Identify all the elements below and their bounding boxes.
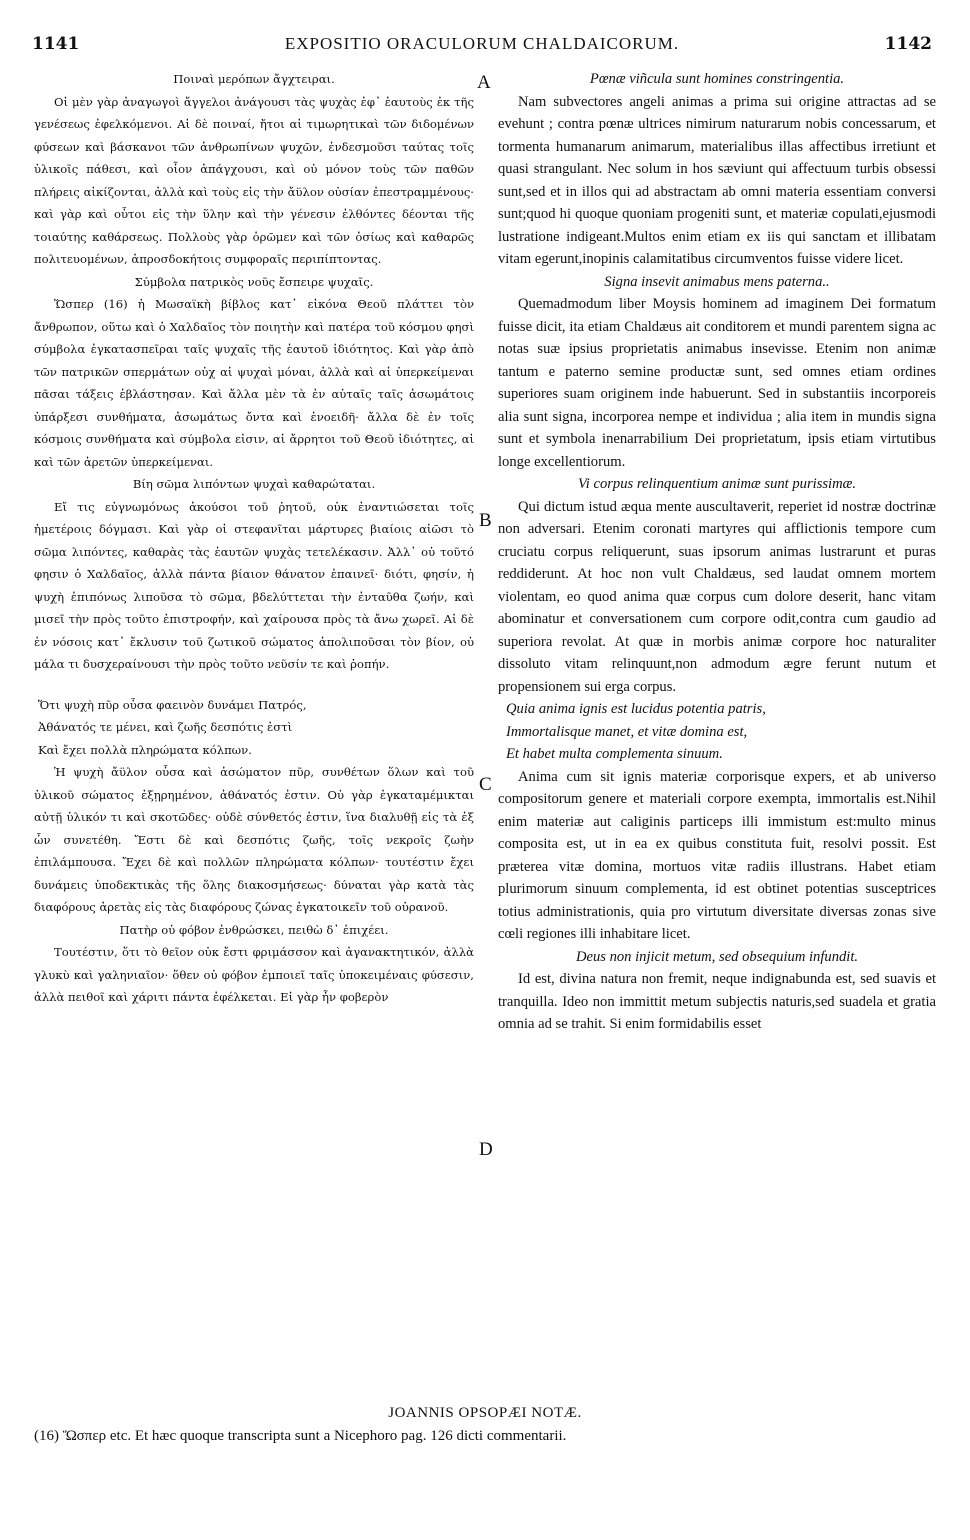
greek-commentary-paragraph: Ὥσπερ (16) ἡ Μωσαϊκὴ βίβλος κατ᾽ εἰκόνα Θεοῦ πλάττει τὸν ἄνθρωπον, οὕτω καὶ ὁ Χαλδαῖος τὸν ποιητὴν καὶ πατέρα τοῦ κόσμου φησὶ σύμβολα ἐγκατασπεῖραι ταῖς ψυχαῖς τῆς ἑαυτοῦ ἰδιότητος. Καὶ γὰρ ἀπὸ τῶν πατρικῶν σπερμάτων οὐχ αἱ ψυχαὶ μόναι, ἀλλὰ καὶ αἱ ὑπερκείμεναι πᾶσαι τάξεις ἐβλάστησαν. Καὶ ἄλλα μὲν τὰ ἐν αὐταῖς ταῖς ἀσωμάτοις ὑπάρξεσι συνθήματα, ἀσωμάτως ὄντα καὶ ἐνοειδῆ· ἄλλα δὲ ἐν τοῖς κόσμοις συνθήματα καὶ σύμβολα εἰσιν, αἱ ἄρρητοι τοῦ Θεοῦ ἰδιότητες, αἱ καὶ τῶν ἀρετῶν ὑπερκείμεναι. [34,297,474,469]
footnote-16: (16) Ὥσπερ etc. Et hæc quoque transcripta sunt a Nicephoro pag. 126 dicti commentarii. [34,1428,567,1444]
greek-commentary-paragraph: Ἡ ψυχὴ ἄϋλον οὖσα καὶ ἀσώματον πῦρ, συνθέτων ὅλων καὶ τοῦ ὑλικοῦ σώματος ἐξῃρημένον, ἀθάνατός ἐστιν. Οὐ γὰρ ἐγκαταμέμικται αὐτῇ ὑλικόν τι καὶ σκοτῶδες· οὐδὲ σύνθετός ἐστιν, ἵνα διαλυθῇ εἰς τὰ ἐξ ὧν συνετέθη. Ἔστι δὲ καὶ δεσπότις ζωῆς, τοῖς νεκροῖς ζωὴν ἐπιλάμπουσα. Ἔχει δὲ καὶ πολλῶν πληρώματα κόλπων· τουτέστιν ἔχει δυνάμεις ὑποδεκτικὰς τῆς ὅλης διακοσμήσεως· δύναται γὰρ κατὰ τὰς διαφόρους ἀρετὰς εἰς τὰς διαφόρους ζώνας ἐγκατοικεῖν τοῦ οὐρανοῦ. [34,765,474,914]
latin-commentary-paragraph: Id est, divina natura non fremit, neque indignabunda est, sed suavis et tranquilla. Ideo non immittit metum subjectis naturis,sed suadela et gratia omnia ad se trahit. Si enim formidabilis esset [498,971,936,1032]
greek-verse-line: Καὶ ἔχει πολλὰ πληρώματα κόλπων. [38,742,252,757]
running-header [32,34,932,58]
latin-commentary-paragraph: Anima cum sit ignis materiæ corporisque expers, et ab universo compositorum genere et materiali corpore exempta, immortalis est.Nihil enim materiæ aut caliginis particeps illi immistum est:multo minus composita est, ut in ea ex quibus constituta fuit, resolvi possit. Est præterea vitæ domina, mortuos vitæ radiis illustrans. Habet etiam plurimorum sinuum complementa, id est obtinet potentias susceptrices totius administrationis, quia pro virtutum diversitate diversas zonas sive cœli regiones illi inhabitare licet. [498,768,936,942]
margin-mark-d: D [479,1139,493,1160]
greek-commentary-paragraph: Εἴ τις εὐγνωμόνως ἀκούσοι τοῦ ῥητοῦ, οὐκ ἐναντιώσεται τοῖς ἡμετέροις δόγμασι. Καὶ γὰρ οἱ στεφανῖται μάρτυρες βιαίοις αἰῶσι τὸ σῶμα λιπόντες, καθαρὰς τὰς ἑαυτῶν ψυχὰς τετελέκασιν. Ἀλλ᾽ οὐ τοῦτό φησιν ὁ Χαλδαῖος, ἀλλὰ πάντα βίαιον θάνατον ἐπαινεῖ· διότι, φησίν, ἡ ψυχὴ ἐπιπόνως λιποῦσα τὸ σῶμα, βδελύττεται τὴν ἐνταῦθα ζωήν, καὶ μισεῖ τὴν πρὸς τοῦτο ἐπιστροφήν, καὶ χαίρουσα πρὸς τὰ ἄνω χωρεῖ. Αἱ δὲ ἐν νόσοις κατ᾽ ἔκλυσιν τοῦ ζωτικοῦ σώματος ἀπολιποῦσαι τὸν βίον, οὐ μάλα τι δυσχεραίνουσι τὴν πρὸς τοῦτο νεῦσίν τε καὶ ῥοπήν. [34,499,474,671]
latin-commentary-paragraph: Qui dictum istud æqua mente auscultaverit, reperiet id nostræ doctrinæ non adversari. Etenim coronati martyres qui afflictionis tempore cum cruciatu corpus reliquerunt, suas ipsorum animas lustrarunt et puras reddiderunt. At hoc non vult Chaldæus, sed laudat omnem mortem violentam, eo quod anima quæ corpus cum dolore deserit, hanc vitam abominatur et conversationem cum corpore odit,contra cum gaudio ad superiora revolat. At quæ in morbis animæ corpore hoc naturaliter dissoluto vitam relinquunt,non admodum ægre ferunt nutum et propensionem sui erga corpus. [498,498,936,695]
latin-commentary-paragraph: Quemadmodum liber Moysis hominem ad imaginem Dei formatum fuisse dicit, ita etiam Chaldæus ait conditorem et mundi parentem signa ac notas suæ ipsius proprietatis animabus insevisse. Etenim non animæ tantum e paterno semine productæ sunt, sed omnes etiam ordines superiores suam originem inde habuerunt. Sed in substantiis incorporeis alia sunt signa, incorporea nempe et individua ; alia item in mundis signa sunt et symbola inenarrabilium Dei proprietatum, ipsis etiam virtutibus longe excellentiorum. [498,296,936,470]
latin-oracle-heading: Deus non injicit metum, sed obsequium infundit. [575,948,859,965]
greek-oracle-heading: Βίη σῶμα λιπόντων ψυχαὶ καθαρώταται. [132,477,376,491]
latin-verse-line: Immortalisque manet, et vitæ domina est, [506,723,748,740]
page-number-left: 1141 [32,34,80,54]
page-number-right: 1142 [884,34,932,54]
greek-oracle-heading: Σύμβολα πατρικὸς νοῦς ἔσπειρε ψυχαῖς. [134,274,374,289]
greek-commentary-paragraph: Οἱ μὲν γὰρ ἀναγωγοὶ ἄγγελοι ἀνάγουσι τὰς ψυχὰς ἐφ᾽ ἑαυτοὺς ἐκ τῆς γενέσεως ἐφελκόμενοι. Αἱ δὲ ποιναί, ἤτοι αἱ τιμωρητικαὶ τῶν διδομένων φύσεων καὶ βάσκανοι τῶν ἀνθρωπίνων ψυχῶν, ἐνδεσμοῦσι ταύτας τοῖς ὑλικοῖς πάθεσι, καὶ οἷον ἀπάγχουσι, καὶ οὐ μόνον τοὺς τῶν παθῶν πλήρεις αἰκίζονται, ἀλλὰ καὶ τοὺς εἰς τὴν ἄϋλον οὐσίαν ἐπεστραμμένους· καὶ γὰρ καὶ οὗτοι εἰς τὴν ὕλην καὶ τὴν γένεσιν ἐλθόντες δέονται τῆς τοιαύτης καθάρσεως. Πολλοὺς γὰρ ὁρῶμεν καὶ τῶν ὁσίως καὶ καθαρῶς πολιτευομένων, ἀπροσδοκήτοις συμφοραῖς περιπίπτοντας. [34,94,474,266]
latin-oracle-heading: Vi corpus relinquentium animæ sunt purissimæ. [577,476,857,492]
greek-verse-line: Ἀθάνατός τε μένει, καὶ ζωῆς δεσπότις ἐστὶ [38,720,293,734]
latin-oracle-heading: Signa insevit animabus mens paterna.. [604,273,830,290]
greek-commentary-paragraph: Τουτέστιν, ὅτι τὸ θεῖον οὐκ ἔστι φριμάσσον καὶ ἀγανακτητικόν, ἀλλὰ γλυκὺ καὶ γαληνιαῖον· ὅθεν οὐ φόβον ἐμποιεῖ ταῖς ὑποκειμέναις φύσεσιν, ἀλλὰ πειθοῖ καὶ χάριτι πάντα ἐφέλκεται. Εἰ γὰρ ἦν φοβερὸν [34,945,474,1004]
latin-verse-line: Quia anima ignis est lucidus potentia patris, [506,701,766,717]
margin-mark-b: B [479,510,492,531]
greek-column [34,68,474,1009]
section-gap [34,676,474,694]
latin-column [498,68,936,1036]
greek-verse-line: Ὅτι ψυχὴ πῦρ οὖσα φαεινὸν δυνάμει Πατρός, [38,697,307,712]
margin-mark-c: C [479,774,492,795]
latin-commentary-paragraph: Nam subvectores angeli animas a prima sui origine attractas ad se evehunt ; contra pœnæ ultrices nimirum naturarum nobis concessarum, et tormenta humanarum animarum, materialibus illas affectibus irretiunt et quasi strangulant. Nec solum in hos sæviunt qui affectuum turbis obsessi sunt,sed et in illos qui ad abstractam ab omni materia essentiam conversi sunt;quod hi quoque quoniam progeniti sunt, et materiæ copulati,ejusmodi lustratione indigeant.Multos enim etiam ex iis qui sanctam et illibatam vitam egerunt,inopinis calamitatibus circumventos fuisse videre licet. [498,93,936,267]
latin-oracle-heading: Pœnæ viñcula sunt homines constringentia. [589,71,845,87]
greek-oracle-heading: Ποιναὶ μερόπων ἄγχτειραι. [173,72,335,86]
notes-heading: JOANNIS OPSOPÆI NOTÆ. [388,1405,582,1421]
running-title: EXPOSITIO ORACULORUM CHALDAICORUM. [284,34,680,53]
margin-mark-a: A [477,72,491,93]
greek-oracle-heading: Πατὴρ οὐ φόβον ἐνθρώσκει, πειθὼ δ᾽ ἐπιχέει. [119,922,389,937]
latin-verse-line: Et habet multa complementa sinuum. [506,746,723,762]
